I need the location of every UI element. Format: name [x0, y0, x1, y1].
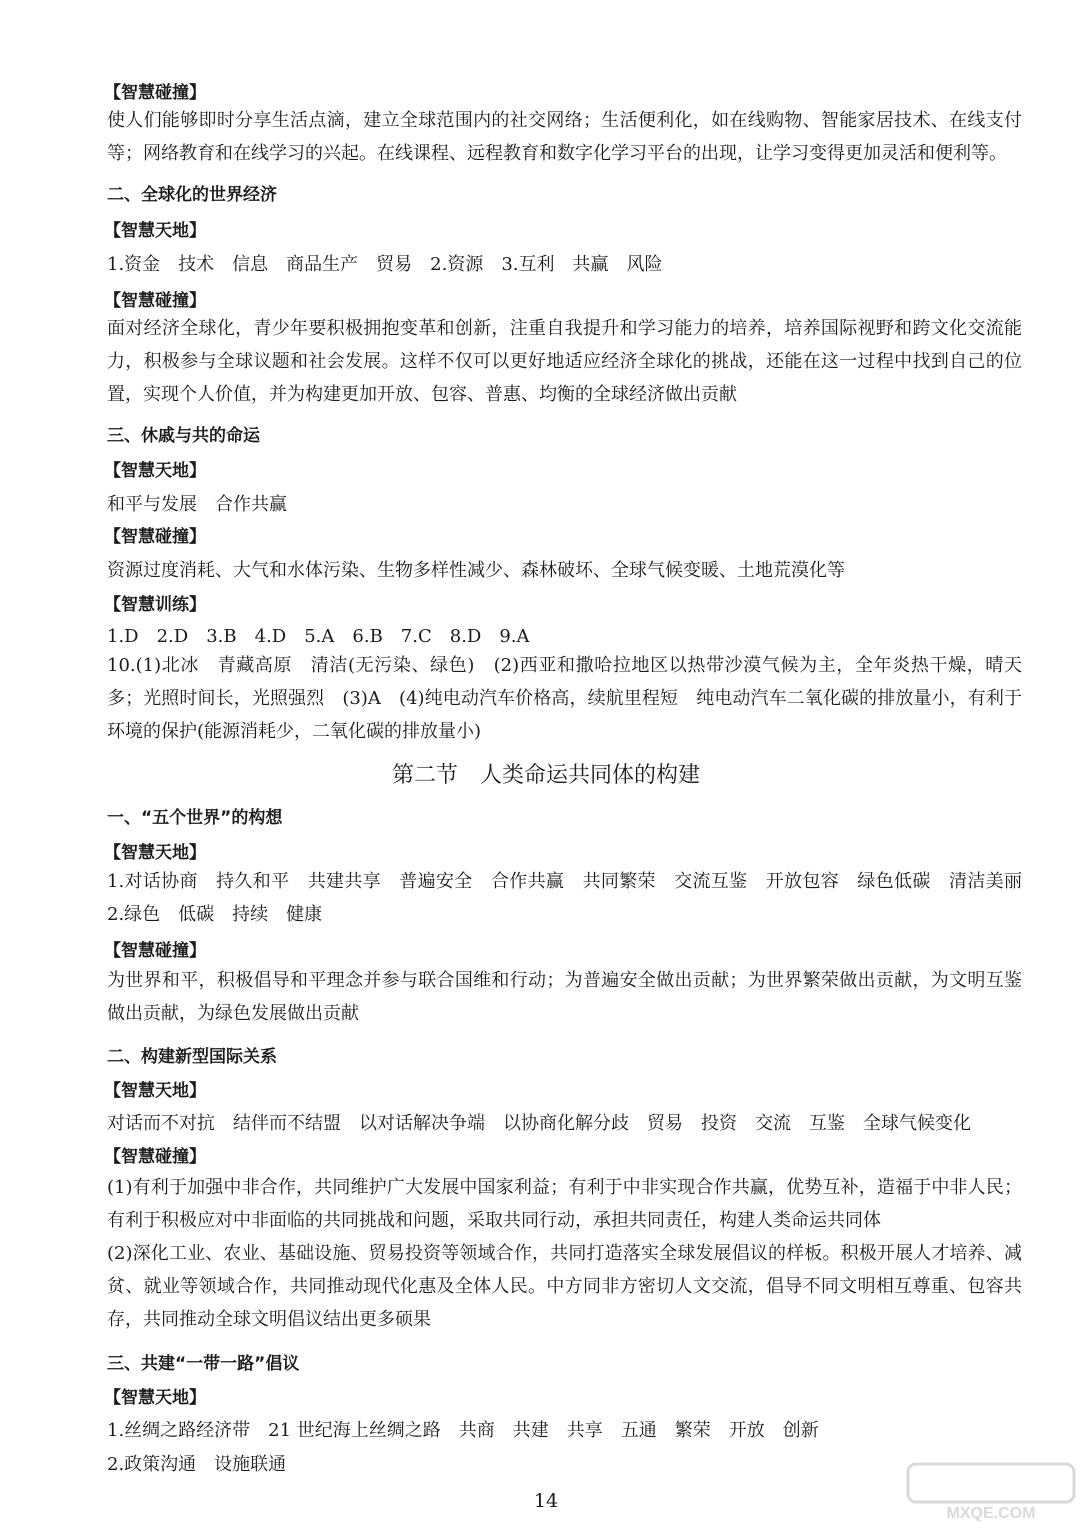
answer-line: 1.丝绸之路经济带 21 世纪海上丝绸之路 共商 共建 共享 五通 繁荣 开放 创新	[107, 1420, 819, 1441]
section-label-pengzhuang: 【智慧碰撞】	[104, 291, 206, 311]
section-label-tiandi: 【智慧天地】	[104, 1081, 206, 1101]
paragraph: 1.对话协商 持久和平 共建共享 普遍安全 合作共赢 共同繁荣 交流互鉴 开放包容 绿色低碳 清洁美丽 2.绿色 低碳 持续 健康	[107, 871, 1040, 925]
answer-line: 和平与发展 合作共赢	[107, 494, 287, 515]
section-heading: 二、全球化的世界经济	[107, 185, 277, 205]
section-label-xunlian: 【智慧训练】	[104, 595, 206, 615]
section-heading: 一、“五个世界”的构想	[107, 808, 283, 828]
paragraph: 10.(1)北冰 青藏高原 清洁(无污染、绿色) (2)西亚和撒哈拉地区以热带沙漠气候为主，全年炎热干燥，晴天多；光照时间长，光照强烈 (3)A (4)纯电动汽车价格高，续航里程短 纯电动汽车二氧化碳的排放量小，有利于环境的保护(能源消耗少，二氧化碳的排放量小)	[107, 655, 1022, 742]
section-label-pengzhuang: 【智慧碰撞】	[104, 527, 206, 547]
section-label-pengzhuang: 【智慧碰撞】	[104, 941, 206, 961]
section-label-pengzhuang: 【智慧碰撞】	[104, 83, 206, 103]
paragraph: 使人们能够即时分享生活点滴，建立全球范围内的社交网络；生活便利化，如在线购物、智能家居技术、在线支付等；网络教育和在线学习的兴起。在线课程、远程教育和数字化学习平台的出现，让学习变得更加灵活和便利等。	[107, 110, 1022, 164]
answer-line: 1.资金 技术 信息 商品生产 贸易 2.资源 3.互利 共赢 风险	[107, 254, 663, 275]
answer-line: 对话而不对抗 结伴而不结盟 以对话解决争端 以协商化解分歧 贸易 投资 交流 互鉴 全球气候变化	[107, 1113, 971, 1134]
answer-line: 2.政策沟通 设施联通	[107, 1454, 287, 1475]
section-label-tiandi: 【智慧天地】	[104, 843, 206, 863]
answer-line: 1.D 2.D 3.B 4.D 5.A 6.B 7.C 8.D 9.A	[107, 626, 530, 647]
section-heading: 三、休戚与共的命运	[107, 426, 260, 446]
paragraph: (1)有利于加强中非合作，共同维护广大发展中国家利益；有利于中非实现合作共赢，优势互补，造福于中非人民；有利于积极应对中非面临的共同挑战和问题，采取共同行动，承担共同责任，构建人类命运共同体	[107, 1177, 1022, 1231]
paragraph: 面对经济全球化，青少年要积极拥抱变革和创新，注重自我提升和学习能力的培养，培养国际视野和跨文化交流能力，积极参与全球议题和社会发展。这样不仅可以更好地适应经济全球化的挑战，还能在这一过程中找到自己的位置，实现个人价值，并为构建更加开放、包容、普惠、均衡的全球经济做出贡献	[107, 318, 1022, 405]
paragraph: (2)深化工业、农业、基础设施、贸易投资等领域合作，共同打造落实全球发展倡议的样板。积极开展人才培养、减贫、就业等领域合作，共同推动现代化惠及全体人民。中方同非方密切人文交流，倡导不同文明相互尊重、包容共存，共同推动全球文明倡议结出更多硕果	[107, 1243, 1022, 1330]
watermark-logo	[906, 1462, 1076, 1524]
section-label-tiandi: 【智慧天地】	[104, 221, 206, 241]
answer-line: 资源过度消耗、大气和水体污染、生物多样性减少、森林破坏、全球气候变暖、土地荒漠化等	[107, 560, 845, 581]
section-heading: 三、共建“一带一路”倡议	[107, 1354, 300, 1374]
page-number: 14	[533, 1490, 559, 1512]
section-label-tiandi: 【智慧天地】	[104, 1388, 206, 1408]
watermark-text: MXQE.COM	[946, 1505, 1036, 1522]
section-label-tiandi: 【智慧天地】	[104, 461, 206, 481]
chapter-title: 第二节 人类命运共同体的构建	[391, 763, 700, 788]
paragraph: 为世界和平，积极倡导和平理念并参与联合国维和行动；为普遍安全做出贡献；为世界繁荣做出贡献，为文明互鉴做出贡献，为绿色发展做出贡献	[107, 970, 1022, 1024]
section-heading: 二、构建新型国际关系	[107, 1047, 277, 1067]
section-label-pengzhuang: 【智慧碰撞】	[104, 1147, 206, 1167]
